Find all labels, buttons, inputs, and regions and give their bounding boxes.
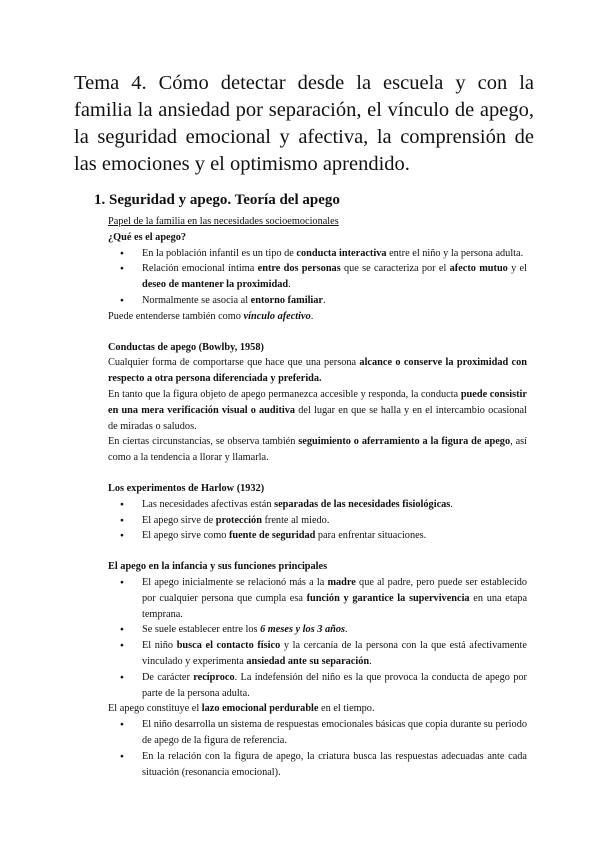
list-item: ● El apego inicialmente se relacionó más a la madre que al padre, pero puede ser establecido por cualquier persona que cumpla esa función y garantice la supervivencia en una etapa temprana. <box>142 575 527 622</box>
harlow-heading: Los experimentos de Harlow (1932) <box>108 482 265 494</box>
list-item: ● El niño desarrolla un sistema de respuestas emocionales básicas que copia durante su periodo de apego de la figura de referencia. <box>142 717 527 749</box>
list-item: ● El niño busca el contacto físico y la cercanía de la persona con la que está afectivamente vinculado y experimenta ansiedad ante su separación. <box>142 638 527 670</box>
infancia-list <box>108 575 527 701</box>
subtitle: Papel de la familia en las necesidades socioemocionales <box>108 216 339 227</box>
final-list <box>108 717 527 780</box>
paragraph: El apego constituye el lazo emocional perdurable en el tiempo. <box>108 703 375 715</box>
list-item: ● En la relación con la figura de apego, la criatura busca las respuestas adecuadas ante cada situación (resonancia emocional). <box>142 749 527 781</box>
bowlby-heading: Conductas de apego (Bowlby, 1958) <box>108 341 264 353</box>
list-item: ● El apego sirve como fuente de seguridad para enfrentar situaciones. <box>142 528 527 544</box>
apego-list <box>108 246 527 309</box>
document-body <box>108 214 527 780</box>
infancia-heading: El apego en la infancia y sus funciones principales <box>108 561 328 573</box>
paragraph: Cualquier forma de comportarse que hace que una persona alcance o conserve la proximidad con respecto a otra persona diferenciada y preferida. <box>108 357 527 385</box>
list-item: ● Se suele establecer entre los 6 meses y los 3 años. <box>142 622 527 638</box>
list-item: ● El apego sirve de protección frente al miedo. <box>142 513 527 529</box>
question-heading: ¿Qué es el apego? <box>108 231 187 243</box>
list-item: ● Relación emocional íntima entre dos personas que se caracteriza por el afecto mutuo y el deseo de mantener la proximidad. <box>142 261 527 293</box>
list-item: ● Normalmente se asocia al entorno familiar. <box>142 293 527 309</box>
harlow-list <box>108 497 527 544</box>
list-item: ● De carácter recíproco. La indefensión del niño es la que provoca la conducta de apego por parte de la persona adulta. <box>142 670 527 702</box>
list-item: ● En la población infantil es un tipo de conducta interactiva entre el niño y la persona adulta. <box>142 246 527 262</box>
section-heading <box>94 192 340 209</box>
list-item: ● Las necesidades afectivas están separadas de las necesidades fisiológicas. <box>142 497 527 513</box>
paragraph: Puede entenderse también como vínculo afectivo. <box>108 310 314 322</box>
paragraph: En ciertas circunstancias, se observa también seguimiento o aferramiento a la figura de apego, así como a la tendencia a llorar y llamarla. <box>108 436 528 464</box>
paragraph: En tanto que la figura objeto de apego permanezca accesible y responda, la conducta puede consistir en una mera verificación visual o auditiva del lugar en que se halla y en el intercambio ocasional de miradas o saludos. <box>108 388 527 432</box>
page-title: Tema 4. Cómo detectar desde la escuela y con la familia la ansiedad por separación, el vínculo de apego, la seguridad emocional y afectiva, la comprensión de las emociones y el optimismo aprendido. <box>74 72 534 175</box>
section-number: 1. <box>94 192 106 208</box>
section-title: Seguridad y apego. Teoría del apego <box>109 192 340 208</box>
